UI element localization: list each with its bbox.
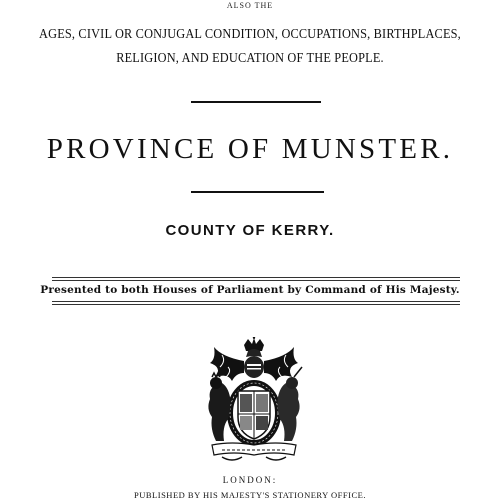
- presented-statement: Presented to both Houses of Parliament by Command of His Majesty.: [40, 284, 460, 296]
- subtitle-line-2: RELIGION, AND EDUCATION OF THE PEOPLE.: [116, 51, 384, 66]
- county-title: COUNTY OF KERRY.: [165, 222, 335, 239]
- also-the-text: ALSO THE: [226, 1, 274, 10]
- presented-rule-bottom-2: [52, 304, 460, 305]
- royal-coat-of-arms-icon: [202, 337, 306, 465]
- imprint-publisher: PUBLISHED BY HIS MAJESTY'S STATIONERY OFFICE.: [134, 490, 366, 500]
- subtitle-line-1: AGES, CIVIL OR CONJUGAL CONDITION, OCCUPATIONS, BIRTHPLACES,: [39, 27, 461, 42]
- divider-top: [191, 101, 321, 103]
- presented-rule-top-2: [52, 280, 460, 281]
- province-title: PROVINCE OF MUNSTER.: [46, 133, 454, 165]
- divider-middle: [191, 191, 324, 193]
- presented-rule-bottom-1: [52, 301, 460, 302]
- presented-rule-top-1: [52, 277, 460, 278]
- imprint-city: LONDON:: [222, 475, 278, 485]
